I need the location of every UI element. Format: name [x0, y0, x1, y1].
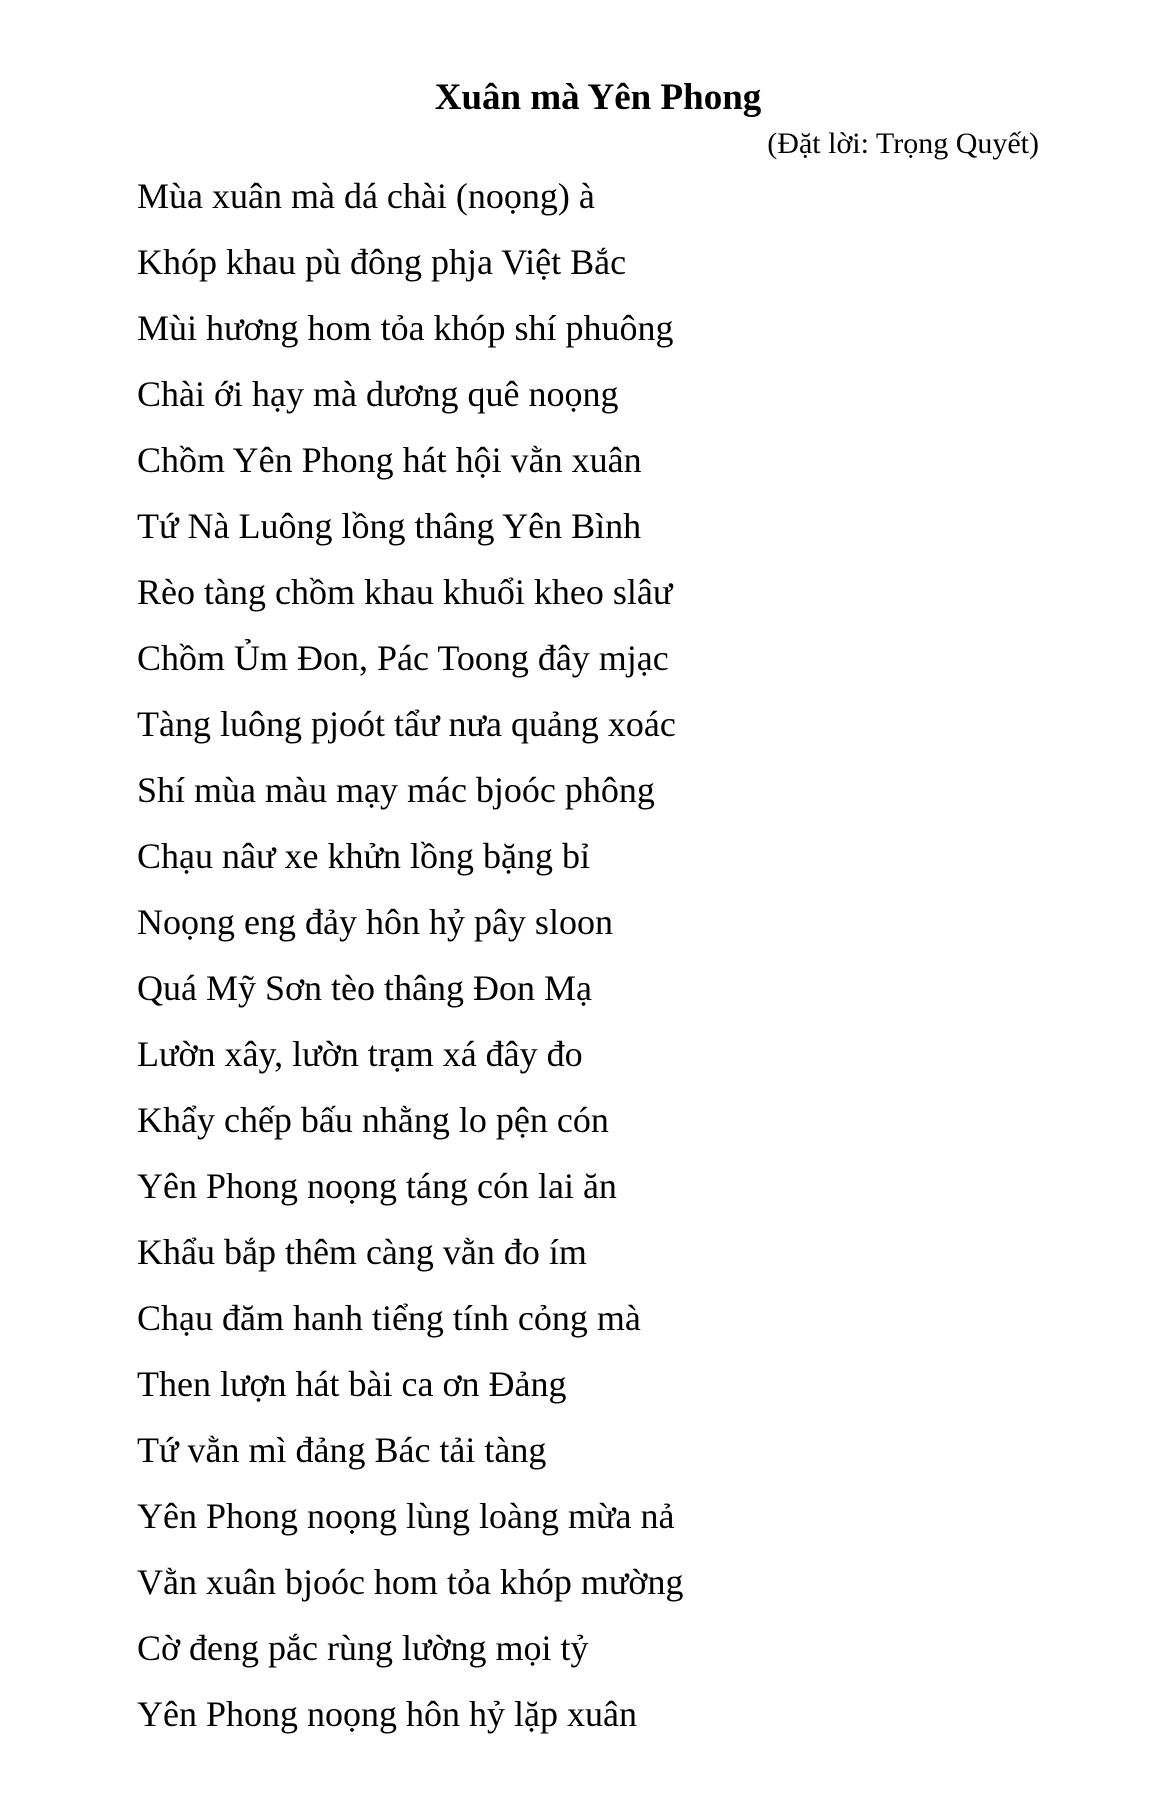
- verse-line: Mùa xuân mà dá chài (noọng) à: [137, 176, 595, 216]
- verse-line: Lườn xây, lườn trạm xá đây đo: [137, 1034, 583, 1074]
- verse-line: Khóp khau pù đông phja Việt Bắc: [137, 242, 627, 282]
- verse-line: Mùi hương hom tỏa khóp shí phuông: [137, 308, 674, 348]
- verse-line: Rèo tàng chồm khau khuổi kheo slâư: [137, 572, 673, 612]
- verse-line: Tứ vằn mì đảng Bác tải tàng: [137, 1430, 547, 1470]
- verse-line: Then lượn hát bài ca ơn Đảng: [137, 1364, 567, 1404]
- verse-line: Yên Phong noọng lùng loàng mừa nả: [137, 1496, 675, 1536]
- verse-line: Chồm Yên Phong hát hội vằn xuân: [137, 440, 642, 480]
- verse-line: Tàng luông pjoót tẩư nưa quảng xoác: [137, 704, 676, 744]
- verse-line: Chồm Ủm Đon, Pác Toong đây mjạc: [137, 638, 669, 678]
- poem-verses: [137, 163, 683, 1747]
- verse-line: Vằn xuân bjoóc hom tỏa khóp mường: [137, 1562, 684, 1602]
- verse-line: Khẩu bắp thêm càng vằn đo ím: [137, 1232, 587, 1272]
- verse-line: Chài ới hạy mà dương quê noọng: [137, 374, 619, 414]
- verse-line: Quá Mỹ Sơn tèo thâng Đon Mạ: [137, 968, 592, 1008]
- lyricist-credit: (Đặt lời: Trọng Quyết): [767, 127, 1039, 160]
- verse-line: Chạu nâư xe khửn lồng bặng bỉ: [137, 836, 590, 876]
- verse-line: Chạu đăm hanh tiểng tính cỏng mà: [137, 1298, 641, 1338]
- verse-line: Yên Phong noọng hôn hỷ lặp xuân: [137, 1694, 637, 1734]
- verse-line: Noọng eng đảy hôn hỷ pây sloon: [137, 902, 613, 942]
- verse-line: Yên Phong noọng táng cón lai ăn: [137, 1166, 617, 1206]
- verse-line: Khẩy chếp bấu nhằng lo pện cón: [137, 1100, 609, 1140]
- verse-line: Tứ Nà Luông lồng thâng Yên Bình: [137, 506, 642, 546]
- poem-title: Xuân mà Yên Phong: [434, 77, 762, 118]
- verse-line: Shí mùa màu mạy mác bjoóc phông: [137, 770, 655, 810]
- verse-line: Cờ đeng pắc rùng lường mọi tỷ: [137, 1628, 589, 1668]
